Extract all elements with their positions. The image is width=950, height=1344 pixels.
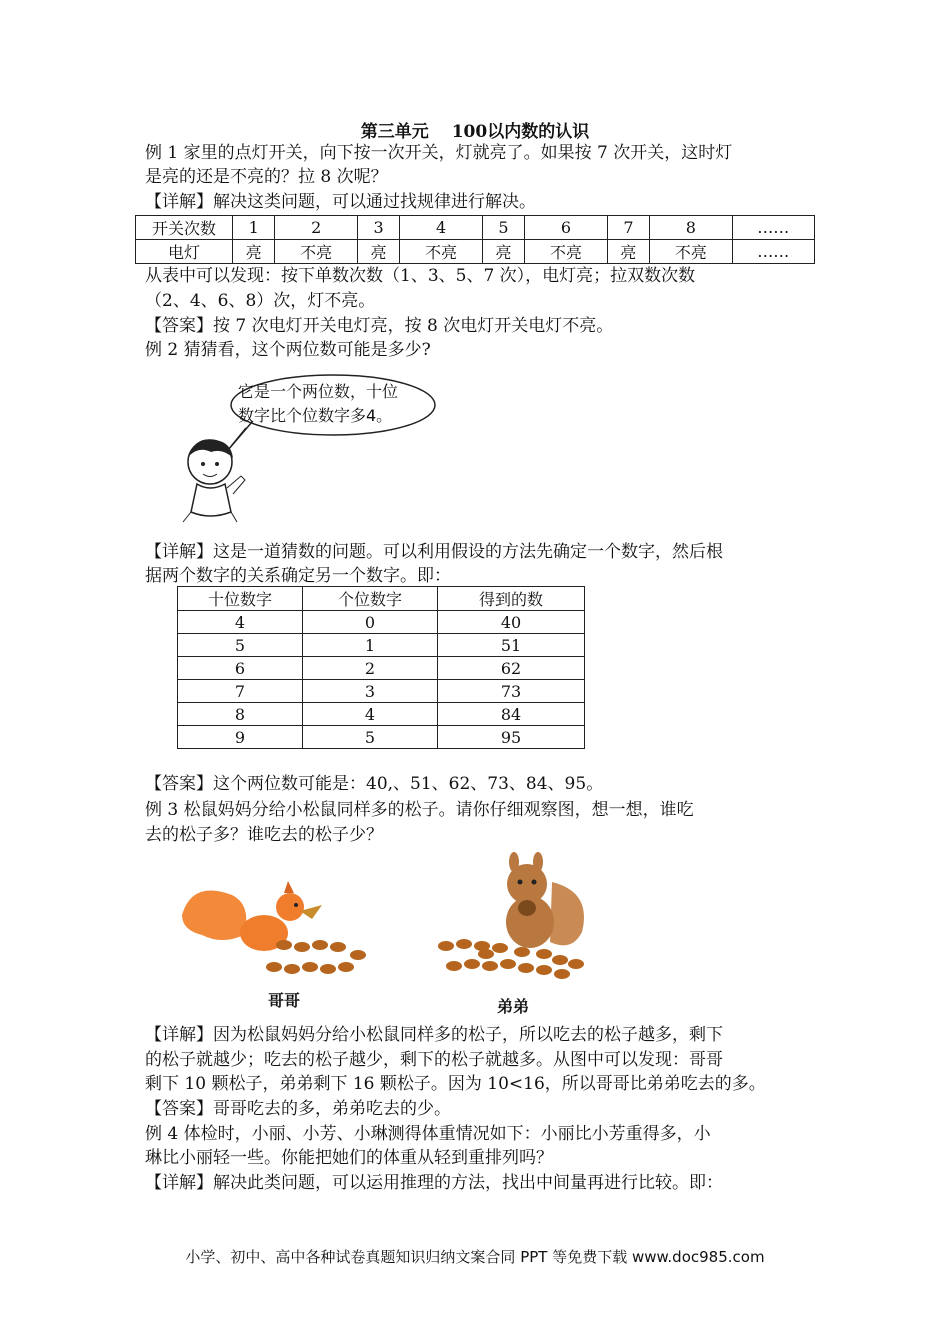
table-row — [178, 680, 585, 703]
table-cell: 5 — [482, 216, 524, 240]
table-cell: 4 — [178, 611, 303, 634]
table-cell: 1 — [303, 634, 438, 657]
table-cell: 4 — [303, 703, 438, 726]
table-header-cell: 十位数字 — [178, 587, 303, 611]
table-cell: 8 — [178, 703, 303, 726]
switch-table — [135, 215, 815, 264]
table-cell: 40 — [438, 611, 585, 634]
table-cell: 亮 — [233, 240, 275, 264]
table-row — [178, 726, 585, 749]
table-row — [136, 240, 815, 264]
label-older-brother: 哥哥 — [268, 991, 301, 1010]
ex3-answer: 【答案】哥哥吃去的多，弟弟吃去的少。 — [145, 1099, 451, 1119]
table-row — [136, 216, 815, 240]
table-cell: 不亮 — [650, 240, 732, 264]
table-cell: 亮 — [607, 240, 649, 264]
table-cell: 2 — [275, 216, 357, 240]
boy-illustration — [175, 432, 255, 527]
ex1-finding-line2: （2、4、6、8）次，灯不亮。 — [145, 291, 376, 311]
table-cell: 0 — [303, 611, 438, 634]
ex1-finding-line1: 从表中可以发现：按下单数次数（1、3、5、7 次），电灯亮；拉双数次数 — [145, 266, 696, 286]
ex3-detail-line3: 剩下 10 颗松子，弟弟剩下 16 颗松子。因为 10<16，所以哥哥比弟弟吃去的多。 — [145, 1074, 766, 1094]
ex3-question-line2: 去的松子多？谁吃去的松子少？ — [145, 825, 383, 845]
table-cell: 5 — [178, 634, 303, 657]
ex3-detail-line2: 的松子就越少；吃去的松子越少，剩下的松子就越多。从图中可以发现：哥哥 — [145, 1050, 723, 1070]
table-header-cell: 个位数字 — [303, 587, 438, 611]
bubble-line2: 数字比个位数字多4。 — [238, 406, 393, 425]
squirrel-older-brother — [172, 875, 372, 980]
digits-table — [177, 586, 585, 749]
ex4-question-line1: 例 4 体检时，小丽、小芳、小琳测得体重情况如下：小丽比小芳重得多，小 — [145, 1124, 711, 1144]
table-cell: 不亮 — [525, 240, 607, 264]
table-cell: 8 — [650, 216, 732, 240]
table-row — [178, 703, 585, 726]
table-cell: 7 — [178, 680, 303, 703]
table-cell: 73 — [438, 680, 585, 703]
table-cell: 6 — [525, 216, 607, 240]
ex1-question-line1: 例 1 家里的点灯开关，向下按一次开关，灯就亮了。如果按 7 次开关，这时灯 — [145, 143, 733, 163]
ex2-answer: 【答案】这个两位数可能是：40,、51、62、73、84、95。 — [145, 774, 604, 794]
table-cell: 4 — [400, 216, 482, 240]
table-row — [178, 611, 585, 634]
table-cell: …… — [732, 216, 814, 240]
ex4-detail: 【详解】解决此类问题，可以运用推理的方法，找出中间量再进行比较。即： — [145, 1173, 723, 1193]
table-cell: 3 — [303, 680, 438, 703]
table-cell: 亮 — [482, 240, 524, 264]
ex2-question: 例 2 猜猜看，这个两位数可能是多少? — [145, 340, 431, 360]
label-younger-brother: 弟弟 — [497, 997, 530, 1016]
table-cell: 亮 — [357, 240, 399, 264]
table-cell: 开关次数 — [136, 216, 233, 240]
footer-text: 小学、初中、高中各种试卷真题知识归纳文案合同 PPT 等免费下载 www.doc985.com — [185, 1248, 765, 1266]
ex3-detail-line1: 【详解】因为松鼠妈妈分给小松鼠同样多的松子，所以吃去的松子越多，剩下 — [145, 1025, 723, 1045]
ex2-detail-line1: 【详解】这是一道猜数的问题。可以利用假设的方法先确定一个数字，然后根 — [145, 542, 723, 562]
table-cell: 7 — [607, 216, 649, 240]
table-row — [178, 634, 585, 657]
ex1-detail: 【详解】解决这类问题，可以通过找规律进行解决。 — [145, 192, 536, 212]
table-row — [178, 587, 585, 611]
table-cell: …… — [732, 240, 814, 264]
table-cell: 62 — [438, 657, 585, 680]
table-cell: 2 — [303, 657, 438, 680]
bubble-line1: 它是一个两位数，十位 — [238, 382, 399, 401]
table-cell: 95 — [438, 726, 585, 749]
table-cell: 1 — [233, 216, 275, 240]
table-cell: 51 — [438, 634, 585, 657]
table-cell: 不亮 — [275, 240, 357, 264]
table-cell: 9 — [178, 726, 303, 749]
table-cell: 3 — [357, 216, 399, 240]
table-cell: 不亮 — [400, 240, 482, 264]
ex4-question-line2: 琳比小丽轻一些。你能把她们的体重从轻到重排列吗？ — [145, 1148, 553, 1168]
bubble-text — [238, 380, 398, 428]
table-cell: 电灯 — [136, 240, 233, 264]
ex1-question-line2: 是亮的还是不亮的？拉 8 次呢？ — [145, 167, 388, 187]
ex1-answer: 【答案】按 7 次电灯开关电灯亮，按 8 次电灯开关电灯不亮。 — [145, 316, 614, 336]
ex2-detail-line2: 据两个数字的关系确定另一个数字。即： — [145, 566, 451, 586]
ex3-question-line1: 例 3 松鼠妈妈分给小松鼠同样多的松子。请你仔细观察图，想一想，谁吃 — [145, 800, 694, 820]
page-title: 第三单元 100以内数的认识 — [360, 122, 590, 142]
table-cell: 6 — [178, 657, 303, 680]
table-row — [178, 657, 585, 680]
squirrel-younger-brother — [432, 852, 592, 982]
table-header-cell: 得到的数 — [438, 587, 585, 611]
table-cell: 5 — [303, 726, 438, 749]
table-cell: 84 — [438, 703, 585, 726]
